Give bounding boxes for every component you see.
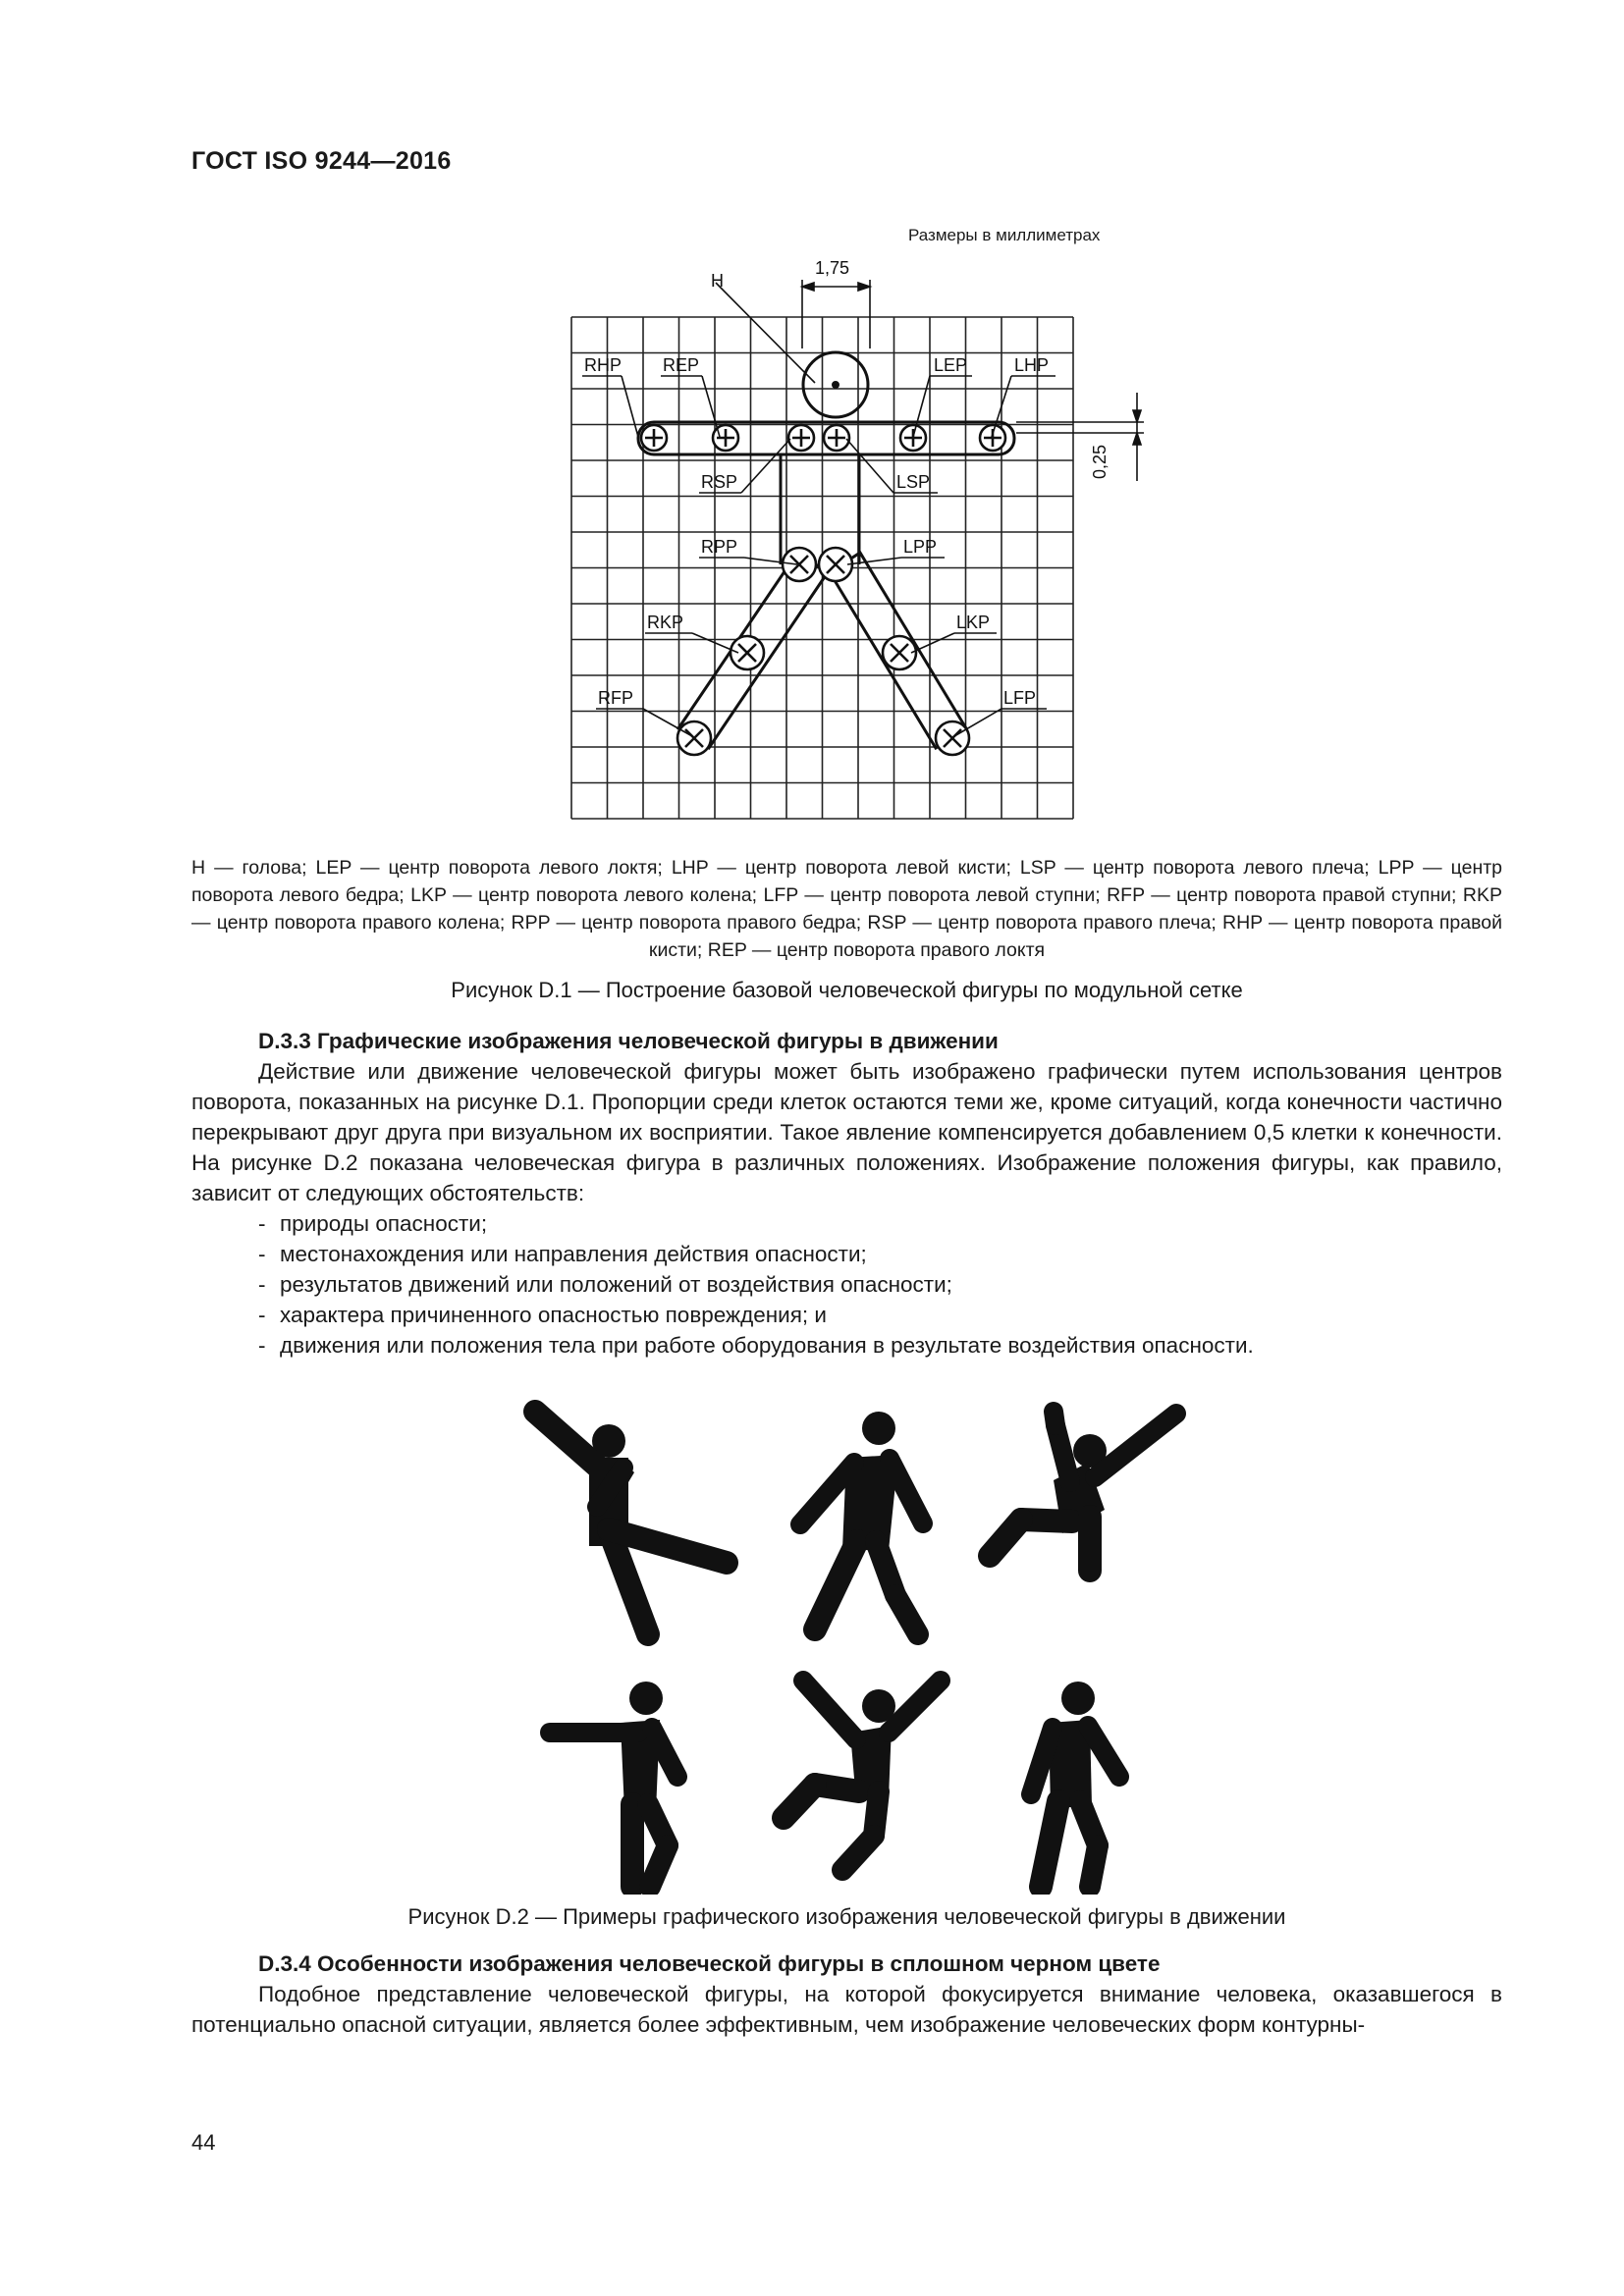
figure-d2 <box>511 1364 1198 1895</box>
figure-d1-drawing <box>560 255 1159 834</box>
pictogram-thrown <box>990 1412 1176 1571</box>
pictogram-walking <box>800 1412 923 1634</box>
list-item: - движения или положения тела при работе оборудования в результате воздействия опасности. <box>258 1333 1254 1358</box>
label-rsp: RSP <box>701 472 738 492</box>
list-item: - результатов движений или положений от воздействия опасности; <box>258 1272 952 1297</box>
leader-lines <box>582 280 1144 736</box>
label-lsp: LSP <box>896 472 931 492</box>
joint-rsp <box>788 425 814 451</box>
joint-lep <box>900 425 926 451</box>
label-lep: LEP <box>934 355 968 375</box>
section-d34-title: D.3.4 Особенности изображения человеческой фигуры в сплошном черном цвете <box>258 1951 1161 1976</box>
joint-rhp <box>641 425 667 451</box>
label-rpp: RPP <box>701 537 738 557</box>
document-header: ГОСТ ISO 9244—2016 <box>191 147 452 175</box>
joint-lkp <box>883 636 916 669</box>
section-d34-paragraph: Подобное представление человеческой фигуры, на которой фокусируется внимание человека, оказавшегося в потенциально опасной ситуации, является более эффективным, чем изображение человеческих форм контурны- <box>191 1982 1502 2037</box>
label-lfp: LFP <box>1003 688 1037 708</box>
figure-d1-legend: H — голова; LEP — центр поворота левого локтя; LHP — центр поворота левой кисти; LSP — центр поворота левого плеча; LPP — центр поворота левого бедра; LKP — центр поворота левого колена; LFP — центр поворота левой ступни; RFP — центр поворота правой ступни; RKP — центр поворота правого колена; RPP — центр поворота правого бедра; RSP — центр поворота правого плеча; RHP — центр поворота правой кисти; REP — центр поворота правого локтя <box>191 857 1502 961</box>
pictogram-falling-back <box>535 1412 727 1634</box>
label-lhp: LHP <box>1014 355 1050 375</box>
pictogram-jumping <box>784 1681 941 1870</box>
joint-lsp <box>824 425 849 451</box>
joint-rkp <box>731 636 764 669</box>
figure-d2-caption: Рисунок D.2 — Примеры графического изображения человеческой фигуры в движении <box>407 1904 1286 1929</box>
label-lpp: LPP <box>903 537 938 557</box>
label-rfp: RFP <box>598 688 633 708</box>
page-number: 44 <box>191 2130 216 2155</box>
section-d33-paragraph: Действие или движение человеческой фигуры может быть изображено графически путем использования центров поворота, показанных на рисунке D.1. Пропорции среди клеток остаются теми же, кроме ситуаций, когда конечности частично перекрывают друг друга при визуальном их восприятии. Такое явление компенсируется добавлением 0,5 клетки к конечности. На рисунке D.2 показана человеческая фигура в различных положениях. Изображение положения фигуры, как правило, зависит от следующих обстоятельств: <box>191 1059 1502 1205</box>
section-d34 <box>191 1949 1502 2040</box>
label-h: H <box>711 271 724 291</box>
joint-lpp <box>819 548 852 581</box>
label-dim-side: 0,25 <box>1090 444 1110 479</box>
circumstances-list <box>191 1208 1502 1361</box>
label-rhp: RHP <box>584 355 623 375</box>
list-item: - характера причиненного опасностью повреждения; и <box>258 1303 827 1327</box>
label-lkp: LKP <box>956 613 991 632</box>
list-item: - местонахождения или направления действия опасности; <box>258 1242 867 1266</box>
list-item: - природы опасности; <box>258 1211 488 1236</box>
joint-lhp <box>980 425 1005 451</box>
label-rkp: RKP <box>647 613 684 632</box>
pictogram-pointing <box>550 1682 677 1887</box>
joint-lfp <box>936 721 969 755</box>
figure-d1 <box>560 255 1159 839</box>
section-d33 <box>191 1026 1502 1361</box>
units-note: Размеры в миллиметрах <box>908 226 1101 244</box>
section-d33-title: D.3.3 Графические изображения человеческой фигуры в движении <box>258 1029 999 1053</box>
joint-rfp <box>677 721 711 755</box>
joint-rpp <box>783 548 816 581</box>
label-rep: REP <box>663 355 700 375</box>
figure-d1-caption: Рисунок D.1 — Построение базовой человеческой фигуры по модульной сетке <box>451 978 1243 1002</box>
label-dim-top: 1,75 <box>815 258 850 278</box>
pictogram-standing-walk <box>1031 1682 1119 1887</box>
